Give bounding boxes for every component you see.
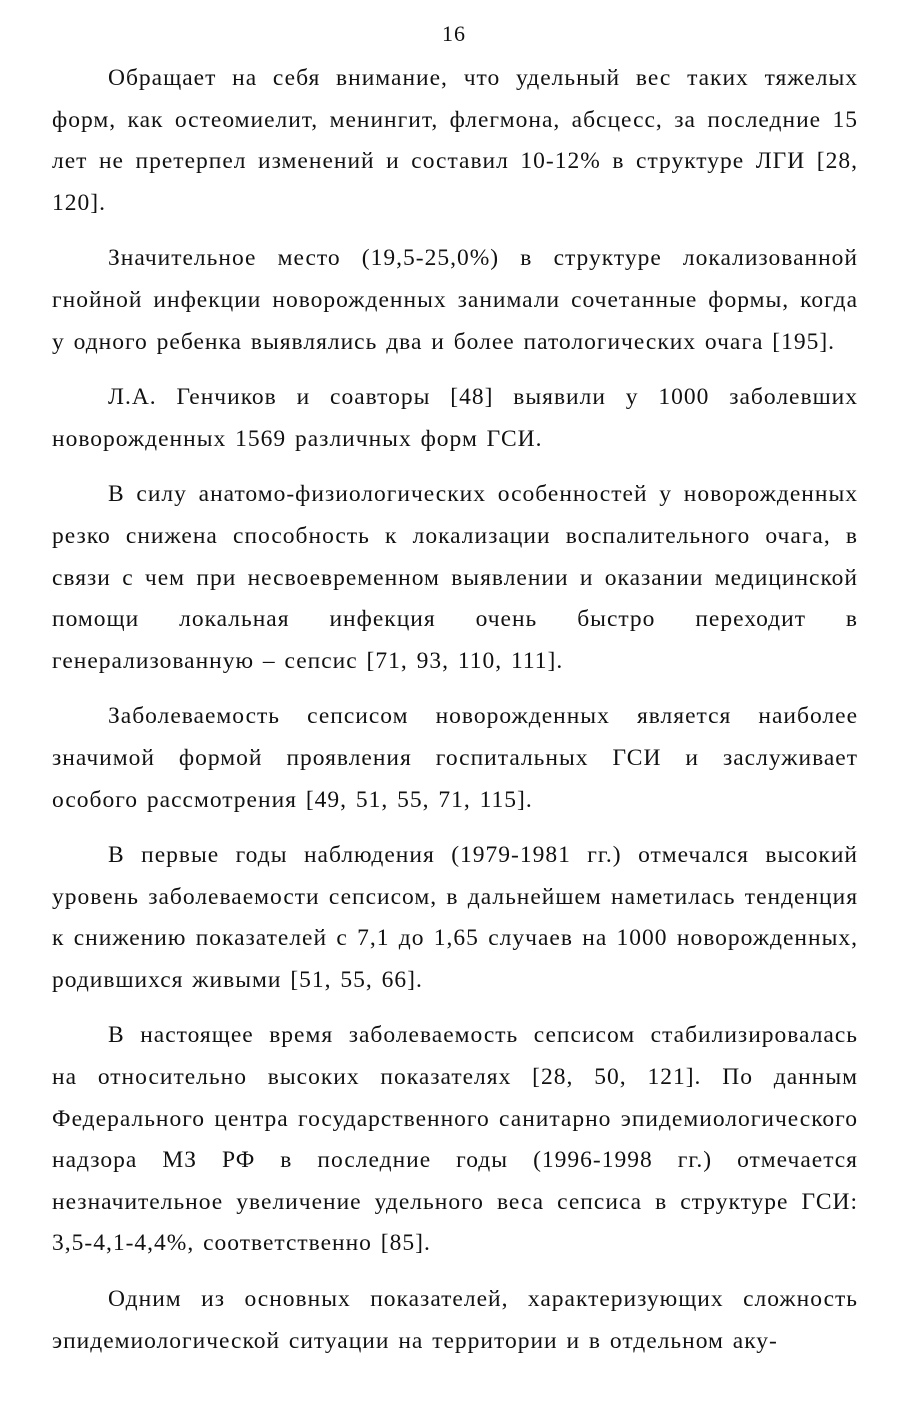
paragraph-4: В силу анатомо-физиологических особенностей у новорожденных резко снижена способность к локализации воспалительного очага, в связи с чем при несвоевременном выявлении и оказании медицинской помощи локальная инфекция очень быстро переходит в генерализованную – сепсис [71, 93, 110, 111].: [52, 481, 858, 674]
paragraph-3: Л.А. Генчиков и соавторы [48] выявили у 1000 заболевших новорожденных 1569 различных форм ГСИ.: [52, 384, 858, 452]
page-number: 16: [442, 21, 466, 46]
paragraph-8: Одним из основных показателей, характеризующих сложность эпидемиологической ситуации на территории и в отдельном аку-: [52, 1286, 858, 1354]
body-text: [52, 58, 858, 1376]
paragraph-6: В первые годы наблюдения (1979-1981 гг.) отмечался высокий уровень заболеваемости сепсисом, в дальнейшем наметилась тенденция к снижению показателей с 7,1 до 1,65 случаев на 1000 новорожденных, родившихся живыми [51, 55, 66].: [52, 842, 858, 993]
paragraph-2: Значительное место (19,5-25,0%) в структуре локализованной гнойной инфекции новорожденных занимали сочетанные формы, когда у одного ребенка выявлялись два и более патологических очага [195].: [52, 245, 858, 355]
paragraph-5: Заболеваемость сепсисом новорожденных является наиболее значимой формой проявления госпитальных ГСИ и заслуживает особого рассмотрения [49, 51, 55, 71, 115].: [52, 703, 858, 813]
paragraph-1: Обращает на себя внимание, что удельный вес таких тяжелых форм, как остеомиелит, менингит, флегмона, абсцесс, за последние 15 лет не претерпел изменений и составил 10-12% в структуре ЛГИ [28, 120].: [52, 65, 858, 216]
paragraph-7: В настоящее время заболеваемость сепсисом стабилизировалась на относительно высоких показателях [28, 50, 121]. По данным Федерального центра государственного санитарно эпидемиологического надзора МЗ РФ в последние годы (1996-1998 гг.) отмечается незначительное увеличение удельного веса сепсиса в структуре ГСИ: 3,5-4,1-4,4%, соответственно [85].: [52, 1022, 858, 1257]
